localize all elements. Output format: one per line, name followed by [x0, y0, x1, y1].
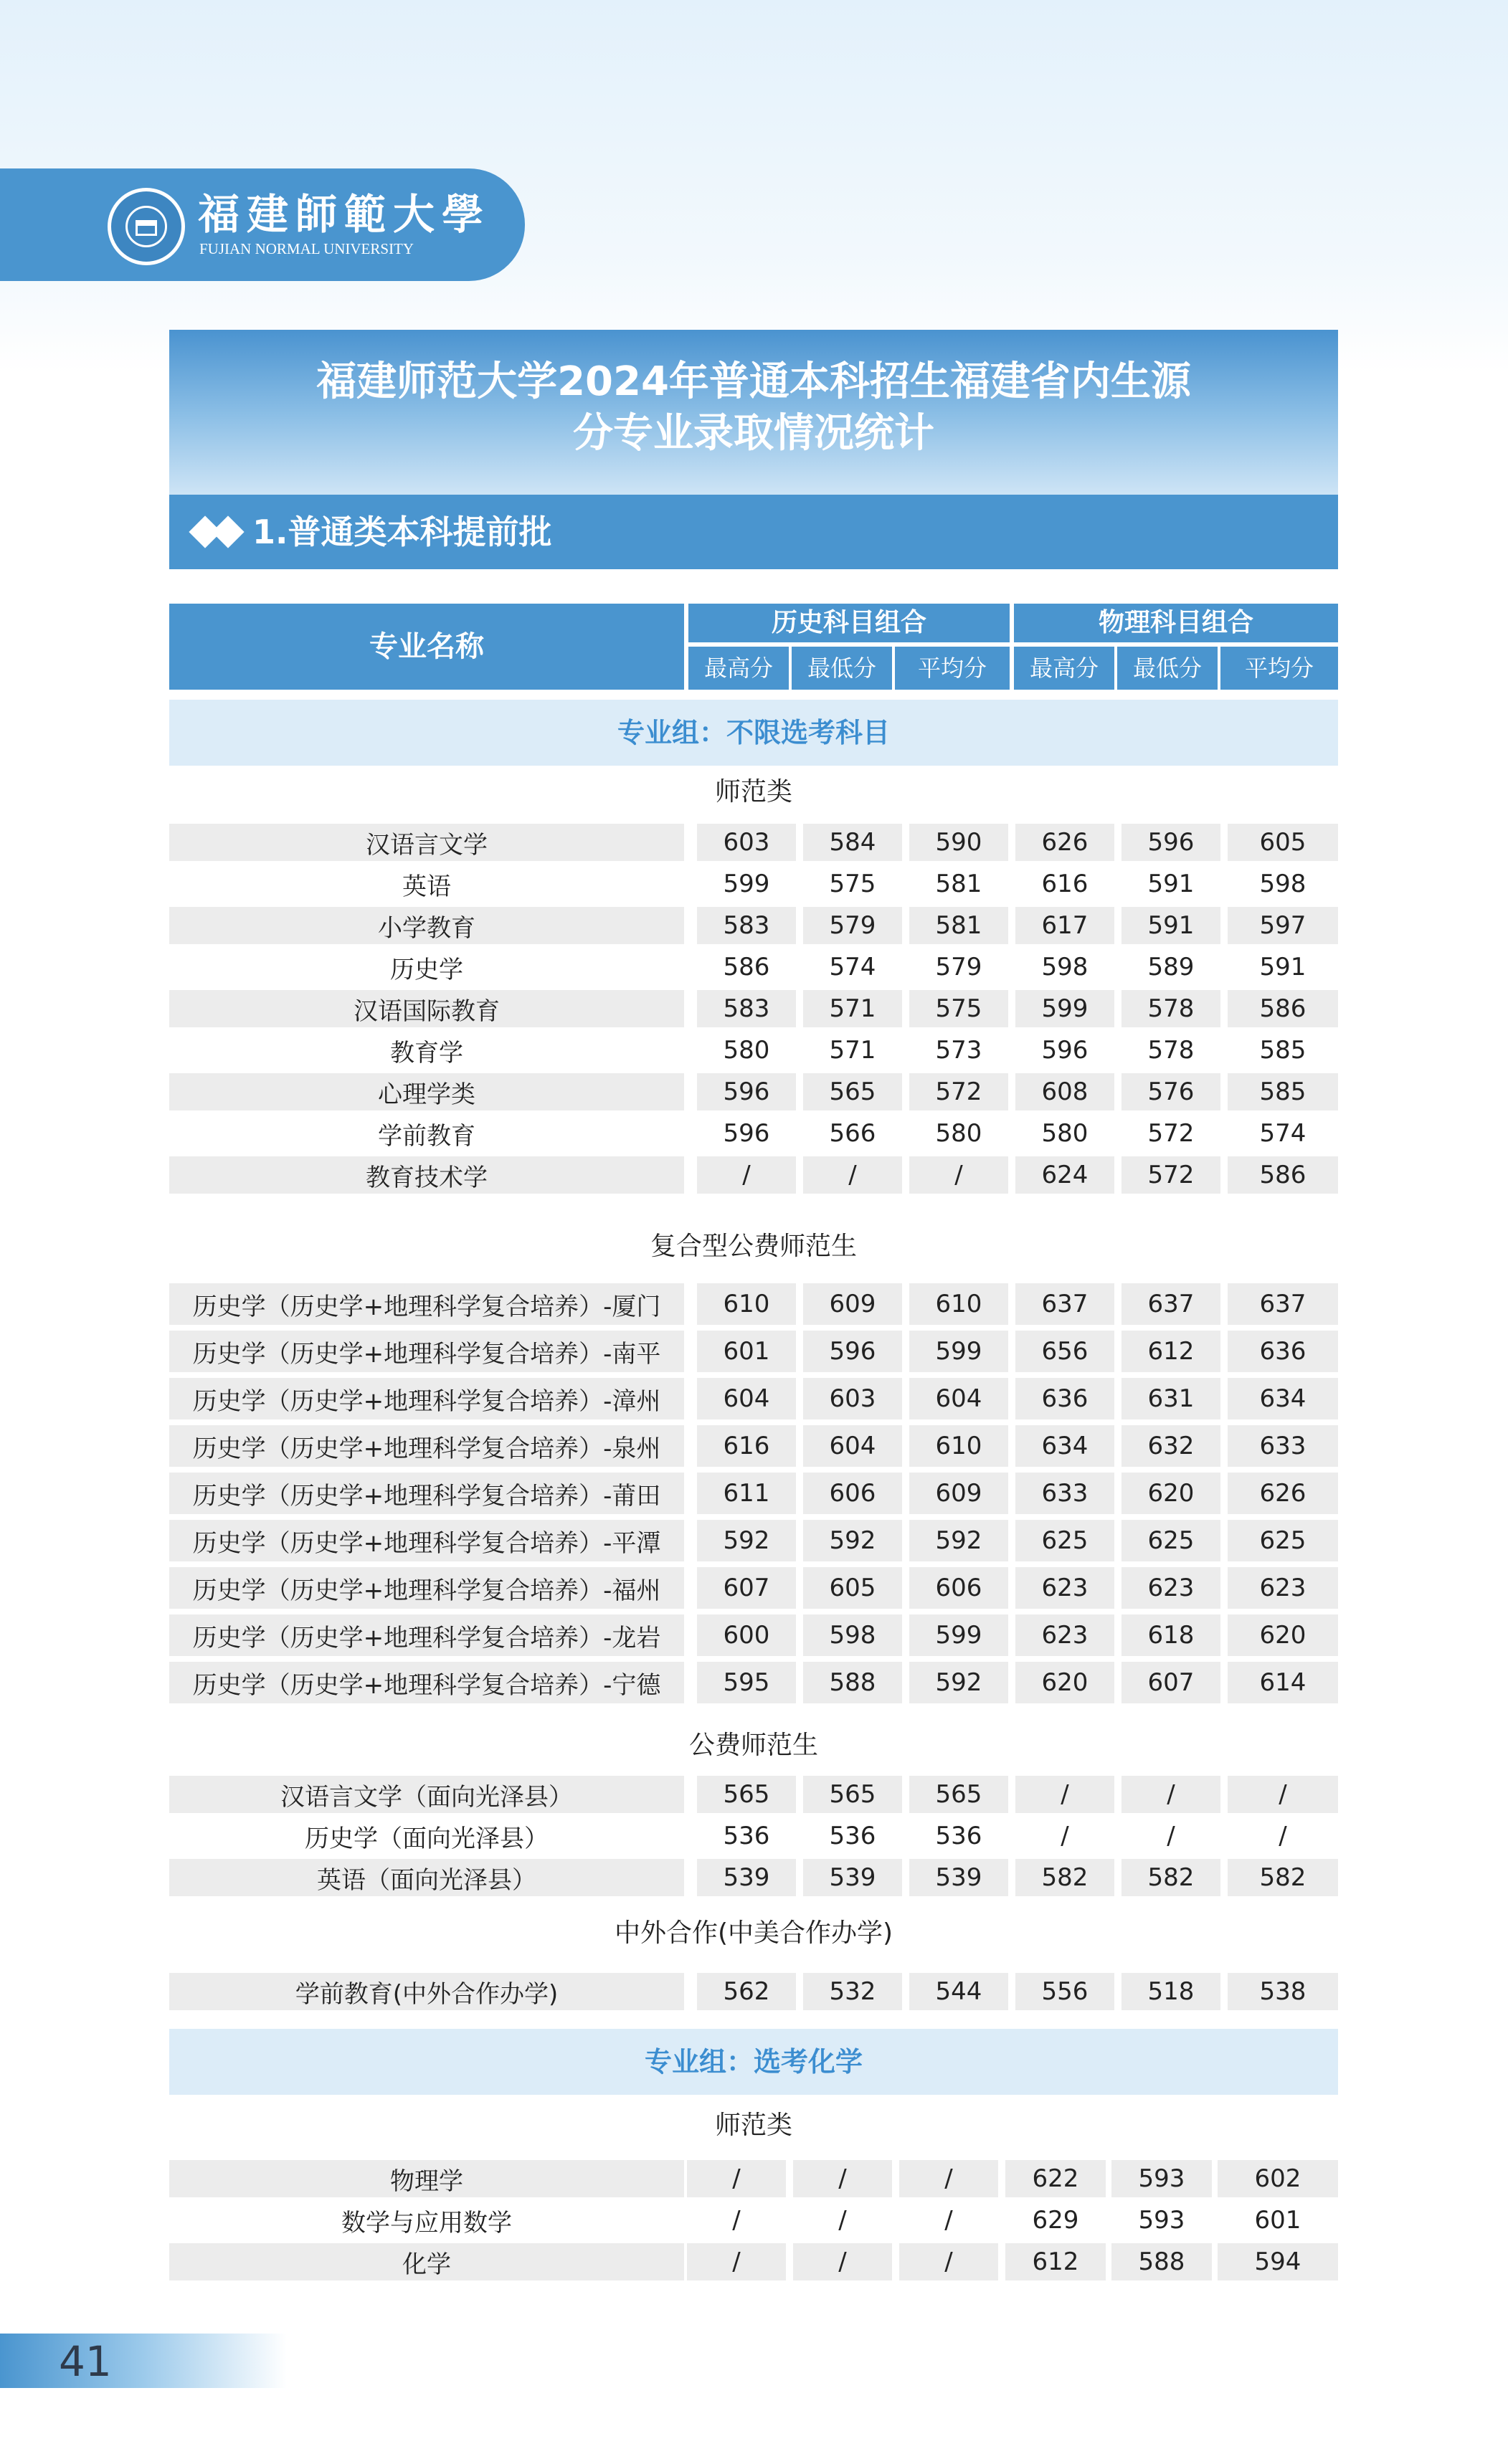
- score-cell: 610: [909, 1283, 1008, 1325]
- header-sub-label: 最高分: [1029, 655, 1099, 682]
- score-cell: 599: [723, 870, 770, 898]
- major-name-cell: 学前教育: [378, 1121, 475, 1151]
- score-cell: 556: [1015, 1973, 1114, 2010]
- score-cell: /: [1167, 1822, 1175, 1850]
- score-cell: /: [687, 2160, 786, 2197]
- score-cell: 592: [909, 1520, 1008, 1561]
- score-cell: 571: [829, 1036, 876, 1065]
- major-name-cell: 历史学（历史学+地理科学复合培养）-厦门: [169, 1283, 684, 1325]
- score-cell: /: [1279, 1822, 1287, 1850]
- header-history-avg: [895, 647, 1010, 690]
- score-cell: 586: [1228, 990, 1338, 1027]
- major-name-cell: 汉语国际教育: [169, 990, 684, 1027]
- score-cell: /: [793, 2160, 892, 2197]
- score-cell: 601: [1254, 2206, 1301, 2235]
- score-cell: 565: [697, 1776, 796, 1813]
- score-cell: 588: [1111, 2243, 1212, 2280]
- score-cell: 591: [1121, 907, 1220, 944]
- score-cell: 544: [909, 1973, 1008, 2010]
- score-cell: 603: [803, 1378, 902, 1419]
- table-row: [169, 2158, 1338, 2199]
- score-table: [169, 604, 1338, 2294]
- score-cell: /: [1015, 1776, 1114, 1813]
- major-name-cell: 小学教育: [169, 907, 684, 944]
- score-cell: 589: [1147, 953, 1195, 981]
- score-cell: 572: [1147, 1119, 1195, 1148]
- score-cell: 606: [803, 1473, 902, 1514]
- title-line-2: 分专业录取情况统计: [573, 410, 934, 457]
- score-cell: 539: [803, 1859, 902, 1896]
- score-cell: 625: [1015, 1520, 1114, 1561]
- score-cell: 594: [1218, 2243, 1338, 2280]
- major-name-cell: 历史学（历史学+地理科学复合培养）-宁德: [169, 1662, 684, 1703]
- score-cell: 616: [697, 1425, 796, 1467]
- header-sub-label: 最低分: [1132, 655, 1202, 682]
- table-row: [169, 1857, 1338, 1898]
- score-cell: 631: [1121, 1378, 1220, 1419]
- major-name-cell: 学前教育(中外合作办学): [169, 1973, 684, 2010]
- header-sub-label: 平均分: [1244, 655, 1314, 682]
- score-cell: 629: [1032, 2206, 1079, 2235]
- header-history-group: [688, 604, 1010, 642]
- score-cell: /: [899, 2243, 998, 2280]
- score-cell: 532: [803, 1973, 902, 2010]
- major-name-cell: 化学: [169, 2243, 684, 2280]
- page-title: [169, 330, 1338, 496]
- score-cell: 598: [1041, 953, 1089, 981]
- header-major-label: 专业名称: [369, 630, 484, 663]
- header-sub-label: 最高分: [703, 655, 773, 682]
- header-history-min: [792, 647, 892, 690]
- page-number: 41: [59, 2337, 112, 2386]
- score-cell: 591: [1147, 870, 1195, 898]
- score-cell: 604: [909, 1378, 1008, 1419]
- category-label: 公费师范生: [688, 1731, 818, 1760]
- major-name-cell: 物理学: [169, 2160, 684, 2197]
- score-cell: /: [1121, 1776, 1220, 1813]
- major-name-cell: 教育学: [390, 1038, 463, 1067]
- header-history-label: 历史科目组合: [771, 608, 926, 637]
- score-cell: 574: [1259, 1119, 1307, 1148]
- score-cell: 609: [803, 1283, 902, 1325]
- university-name-en: FUJIAN NORMAL UNIVERSITY: [199, 240, 414, 257]
- score-cell: 607: [1121, 1662, 1220, 1703]
- major-name-cell: 汉语言文学: [169, 824, 684, 861]
- score-cell: 614: [1228, 1662, 1338, 1703]
- score-cell: 586: [1228, 1156, 1338, 1194]
- major-name-cell: 历史学（历史学+地理科学复合培养）-龙岩: [169, 1614, 684, 1656]
- table-row: [169, 1612, 1338, 1659]
- score-cell: 599: [909, 1331, 1008, 1372]
- title-line-1: 福建师范大学2024年普通本科招生福建省内生源: [316, 358, 1191, 405]
- score-cell: 620: [1228, 1614, 1338, 1656]
- major-name-cell: 历史学（历史学+地理科学复合培养）-泉州: [169, 1425, 684, 1467]
- group-band: 专业组：不限选考科目: [169, 700, 1338, 766]
- score-cell: 626: [1015, 824, 1114, 861]
- score-cell: 596: [1041, 1036, 1089, 1065]
- score-cell: 637: [1228, 1283, 1338, 1325]
- score-cell: 637: [1121, 1283, 1220, 1325]
- header-history-max: [688, 647, 789, 690]
- major-name-cell: 历史学: [390, 955, 463, 984]
- score-cell: 578: [1121, 990, 1220, 1027]
- score-cell: 572: [1121, 1156, 1220, 1194]
- score-cell: 617: [1015, 907, 1114, 944]
- score-cell: 539: [697, 1859, 796, 1896]
- score-cell: 599: [1015, 990, 1114, 1027]
- score-cell: 539: [909, 1859, 1008, 1896]
- score-cell: 600: [697, 1614, 796, 1656]
- header-major-cell: [169, 604, 684, 690]
- category-label: 中外合作(中美合作办学): [614, 1918, 893, 1948]
- score-cell: 634: [1228, 1378, 1338, 1419]
- header-physics-group: [1014, 604, 1338, 642]
- page-number-band: [0, 2334, 287, 2388]
- major-name-cell: 历史学（历史学+地理科学复合培养）-漳州: [169, 1378, 684, 1419]
- score-cell: 582: [1015, 1859, 1114, 1896]
- table-row: [169, 1328, 1338, 1375]
- table-row: [169, 1815, 1338, 1857]
- score-cell: 596: [697, 1073, 796, 1110]
- score-cell: 607: [697, 1567, 796, 1609]
- score-cell: /: [697, 1156, 796, 1194]
- score-cell: /: [687, 2243, 786, 2280]
- table-row: [169, 1470, 1338, 1517]
- score-cell: 571: [803, 990, 902, 1027]
- score-cell: 575: [909, 990, 1008, 1027]
- table-row: [169, 988, 1338, 1029]
- major-name-cell: 心理学类: [169, 1073, 684, 1110]
- table-row: [169, 1071, 1338, 1113]
- score-cell: 612: [1005, 2243, 1106, 2280]
- score-cell: 636: [1228, 1331, 1338, 1372]
- category-label: 复合型公费师范生: [650, 1232, 857, 1261]
- score-cell: 623: [1015, 1614, 1114, 1656]
- score-cell: /: [944, 2206, 953, 2235]
- table-row: [169, 1154, 1338, 1196]
- score-cell: 582: [1228, 1859, 1338, 1896]
- score-cell: 582: [1121, 1859, 1220, 1896]
- score-cell: 592: [803, 1520, 902, 1561]
- score-cell: 596: [803, 1331, 902, 1372]
- score-cell: 622: [1005, 2160, 1106, 2197]
- major-name-cell: 英语: [402, 872, 451, 901]
- score-cell: 581: [909, 907, 1008, 944]
- major-name-cell: 历史学（历史学+地理科学复合培养）-平潭: [169, 1520, 684, 1561]
- score-cell: 593: [1138, 2206, 1185, 2235]
- score-cell: /: [732, 2206, 741, 2235]
- score-cell: 623: [1015, 1567, 1114, 1609]
- major-name-cell: 汉语言文学（面向光泽县）: [169, 1776, 684, 1813]
- score-cell: 606: [909, 1567, 1008, 1609]
- score-cell: 593: [1111, 2160, 1212, 2197]
- score-cell: 592: [909, 1662, 1008, 1703]
- university-name-cn: 福建師範大學: [198, 190, 491, 239]
- header-sub-label: 平均分: [917, 655, 987, 682]
- header-sub-label: 最低分: [807, 655, 876, 682]
- group-band: 专业组：选考化学: [169, 2029, 1338, 2095]
- major-name-cell: 历史学（历史学+地理科学复合培养）-福州: [169, 1567, 684, 1609]
- score-cell: 633: [1228, 1425, 1338, 1467]
- score-cell: /: [1228, 1776, 1338, 1813]
- table-row: [169, 1564, 1338, 1612]
- score-cell: 518: [1121, 1973, 1220, 2010]
- score-cell: 573: [935, 1036, 982, 1065]
- table-row: [169, 822, 1338, 863]
- major-name-cell: 历史学（历史学+地理科学复合培养）-南平: [169, 1331, 684, 1372]
- table-row: [169, 2241, 1338, 2283]
- score-cell: 592: [697, 1520, 796, 1561]
- score-cell: 636: [1015, 1378, 1114, 1419]
- table-row: [169, 905, 1338, 946]
- score-cell: 609: [909, 1473, 1008, 1514]
- score-cell: 624: [1015, 1156, 1114, 1194]
- score-cell: 634: [1015, 1425, 1114, 1467]
- header-physics-label: 物理科目组合: [1098, 608, 1253, 637]
- score-cell: 565: [803, 1776, 902, 1813]
- table-row: [169, 2199, 1338, 2241]
- major-name-cell: 教育技术学: [169, 1156, 684, 1194]
- score-cell: /: [838, 2206, 847, 2235]
- major-name-cell: 历史学（历史学+地理科学复合培养）-莆田: [169, 1473, 684, 1514]
- table-row: [169, 863, 1338, 905]
- score-cell: 656: [1015, 1331, 1114, 1372]
- score-cell: 616: [1041, 870, 1089, 898]
- score-cell: 572: [909, 1073, 1008, 1110]
- major-name-cell: 英语（面向光泽县）: [169, 1859, 684, 1896]
- score-cell: 579: [935, 953, 982, 981]
- score-cell: 580: [723, 1036, 770, 1065]
- score-cell: 575: [829, 870, 876, 898]
- score-cell: 633: [1015, 1473, 1114, 1514]
- score-cell: 612: [1121, 1331, 1220, 1372]
- score-cell: 595: [697, 1662, 796, 1703]
- score-cell: 623: [1121, 1567, 1220, 1609]
- score-cell: 620: [1121, 1473, 1220, 1514]
- score-cell: 574: [829, 953, 876, 981]
- score-cell: 604: [697, 1378, 796, 1419]
- score-cell: 605: [803, 1567, 902, 1609]
- score-cell: 591: [1259, 953, 1307, 981]
- score-cell: 596: [723, 1119, 770, 1148]
- score-cell: /: [909, 1156, 1008, 1194]
- score-cell: /: [899, 2160, 998, 2197]
- score-cell: 588: [803, 1662, 902, 1703]
- score-cell: 584: [803, 824, 902, 861]
- table-row: [169, 946, 1338, 988]
- university-seal-icon: [108, 188, 185, 265]
- score-cell: 618: [1121, 1614, 1220, 1656]
- score-cell: 603: [697, 824, 796, 861]
- score-cell: 583: [697, 990, 796, 1027]
- table-row: [169, 1113, 1338, 1154]
- score-cell: 590: [909, 824, 1008, 861]
- score-cell: 538: [1228, 1973, 1338, 2010]
- score-cell: 602: [1218, 2160, 1338, 2197]
- header-physics-avg: [1220, 647, 1338, 690]
- score-cell: 601: [697, 1331, 796, 1372]
- table-row: [169, 1774, 1338, 1815]
- score-cell: 536: [829, 1822, 876, 1850]
- score-cell: 536: [723, 1822, 770, 1850]
- table-row: [169, 1280, 1338, 1328]
- score-cell: 578: [1147, 1036, 1195, 1065]
- score-cell: 596: [1121, 824, 1220, 861]
- score-cell: 610: [909, 1425, 1008, 1467]
- score-cell: 579: [803, 907, 902, 944]
- category-label: 师范类: [714, 2111, 792, 2140]
- score-cell: 626: [1228, 1473, 1338, 1514]
- score-cell: 625: [1228, 1520, 1338, 1561]
- score-cell: 565: [909, 1776, 1008, 1813]
- score-cell: 608: [1015, 1073, 1114, 1110]
- score-cell: 581: [935, 870, 982, 898]
- score-cell: 598: [803, 1614, 902, 1656]
- score-cell: 605: [1228, 824, 1338, 861]
- score-cell: 583: [697, 907, 796, 944]
- score-cell: 604: [803, 1425, 902, 1467]
- score-cell: 611: [697, 1473, 796, 1514]
- major-name-cell: 历史学（面向光泽县）: [305, 1824, 549, 1853]
- score-cell: 598: [1259, 870, 1307, 898]
- score-cell: /: [1061, 1822, 1069, 1850]
- score-cell: 637: [1015, 1283, 1114, 1325]
- score-cell: 580: [1041, 1119, 1089, 1148]
- score-cell: 597: [1228, 907, 1338, 944]
- section-heading: [169, 495, 1338, 569]
- score-cell: 625: [1121, 1520, 1220, 1561]
- table-row: [169, 1422, 1338, 1470]
- major-name-cell: 数学与应用数学: [341, 2208, 512, 2237]
- score-cell: 620: [1015, 1662, 1114, 1703]
- category-label: 师范类: [714, 777, 792, 807]
- score-cell: 610: [697, 1283, 796, 1325]
- table-row: [169, 1517, 1338, 1564]
- score-cell: 585: [1228, 1073, 1338, 1110]
- score-cell: 536: [935, 1822, 982, 1850]
- header-physics-min: [1117, 647, 1218, 690]
- score-cell: 586: [723, 953, 770, 981]
- score-cell: 565: [803, 1073, 902, 1110]
- score-cell: 632: [1121, 1425, 1220, 1467]
- header-physics-max: [1014, 647, 1114, 690]
- table-row: [169, 1029, 1338, 1071]
- score-cell: 576: [1121, 1073, 1220, 1110]
- diamond-icon: [212, 515, 244, 548]
- score-cell: 580: [935, 1119, 982, 1148]
- score-cell: 562: [697, 1973, 796, 2010]
- score-cell: 599: [909, 1614, 1008, 1656]
- score-cell: 585: [1259, 1036, 1307, 1065]
- table-row: [169, 1659, 1338, 1706]
- score-cell: 623: [1228, 1567, 1338, 1609]
- score-cell: /: [803, 1156, 902, 1194]
- score-cell: 566: [829, 1119, 876, 1148]
- score-cell: /: [793, 2243, 892, 2280]
- table-row: [169, 1375, 1338, 1422]
- section-title: 1.普通类本科提前批: [252, 513, 552, 551]
- table-row: [169, 1970, 1338, 2013]
